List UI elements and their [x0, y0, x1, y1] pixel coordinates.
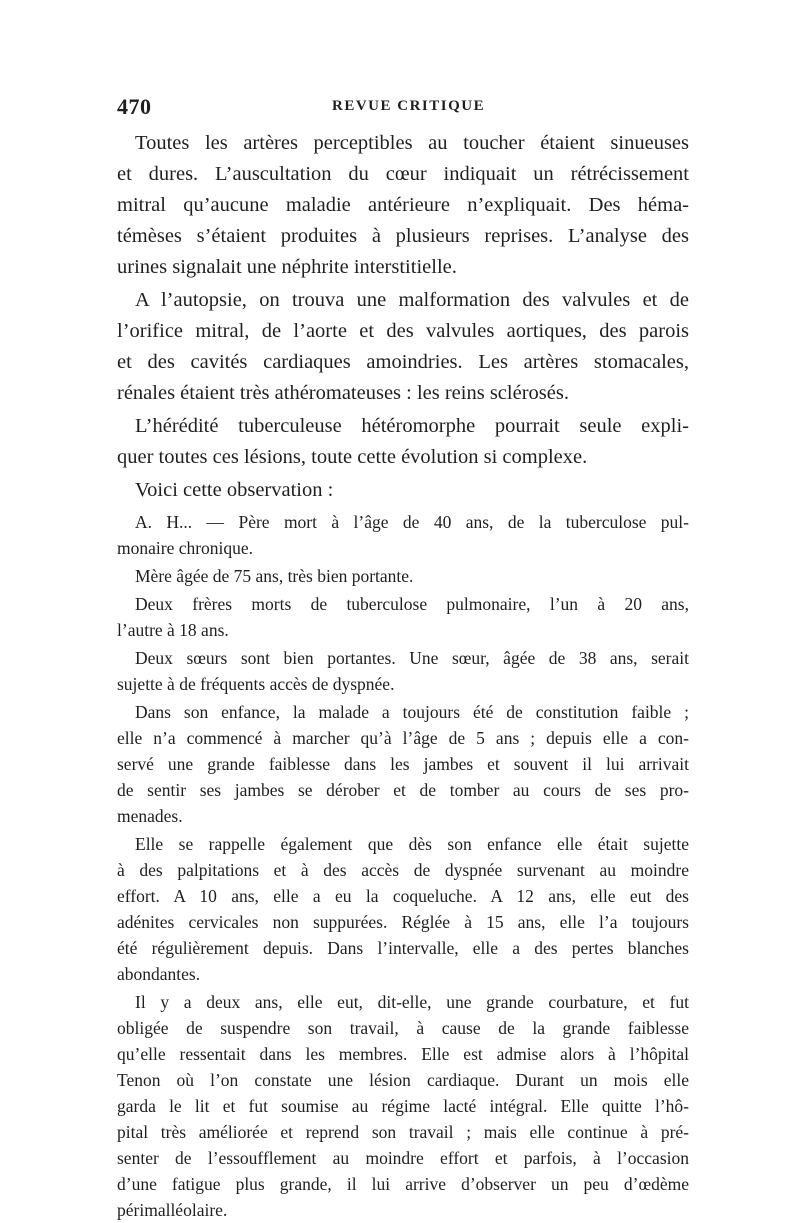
- text-line: senter de l’essoufflement au moindre effort et parfois, à l’occasion: [117, 1148, 689, 1168]
- text-line: sujette à de fréquents accès de dyspnée.: [117, 674, 395, 694]
- text-line: Voici cette observation :: [135, 479, 334, 501]
- text-line: Deux frères morts de tuberculose pulmonaire, l’un à 20 ans,: [135, 594, 689, 614]
- text-line: obligée de suspendre son travail, à cause de la grande faiblesse: [117, 1018, 689, 1038]
- text-line: mitral qu’aucune maladie antérieure n’expliquait. Des héma-: [117, 194, 689, 216]
- text-line: à des palpitations et à des accès de dyspnée survenant au moindre: [117, 860, 689, 880]
- observation-paragraph: [117, 645, 689, 697]
- text-line: Mère âgée de 75 ans, très bien portante.: [135, 566, 414, 586]
- page-header: [117, 94, 689, 124]
- text-line: effort. A 10 ans, elle a eu la coqueluche. A 12 ans, elle eut des: [117, 886, 689, 906]
- text-line: Elle se rappelle également que dès son enfance elle était sujette: [135, 834, 689, 854]
- observation-paragraph: [117, 563, 689, 589]
- text-line: et des cavités cardiaques amoindries. Les artères stomacales,: [117, 351, 689, 373]
- text-line: qu’elle ressentait dans les membres. Elle est admise alors à l’hôpital: [117, 1044, 689, 1064]
- text-line: Dans son enfance, la malade a toujours été de constitution faible ;: [135, 702, 689, 722]
- text-line: servé une grande faiblesse dans les jambes et souvent il lui arrivait: [117, 754, 689, 774]
- text-line: de sentir ses jambes se dérober et de tomber au cours de ses pro-: [117, 780, 689, 800]
- text-line: L’hérédité tuberculeuse hétéromorphe pourrait seule expli-: [135, 415, 689, 437]
- text-line: l’autre à 18 ans.: [117, 620, 229, 640]
- observation-paragraph: [117, 699, 689, 829]
- main-paragraph: [117, 128, 689, 283]
- text-line: Il y a deux ans, elle eut, dit-elle, une grande courbature, et fut: [135, 992, 689, 1012]
- observation-text: [117, 509, 689, 1223]
- text-line: et dures. L’auscultation du cœur indiquait un rétrécissement: [117, 163, 689, 185]
- text-line: adénites cervicales non suppurées. Réglée à 15 ans, elle l’a toujours: [117, 912, 689, 932]
- observation-paragraph: [117, 831, 689, 987]
- text-line: d’une fatigue plus grande, il lui arrive d’observer un peu d’œdème: [117, 1174, 689, 1194]
- text-line: Deux sœurs sont bien portantes. Une sœur, âgée de 38 ans, serait: [135, 648, 689, 668]
- text-line: Tenon où l’on constate une lésion cardiaque. Durant un mois elle: [117, 1070, 689, 1090]
- text-line: A. H... — Père mort à l’âge de 40 ans, de la tuberculose pul-: [135, 512, 689, 532]
- observation-paragraph: [117, 509, 689, 561]
- text-line: Toutes les artères perceptibles au toucher étaient sinueuses: [135, 132, 689, 154]
- main-paragraph: [117, 475, 689, 506]
- running-title: REVUE CRITIQUE: [332, 98, 486, 114]
- text-line: monaire chronique.: [117, 538, 254, 558]
- text-line: pital très améliorée et reprend son travail ; mais elle continue à pré-: [117, 1122, 689, 1142]
- main-paragraph: [117, 285, 689, 409]
- text-line: périmalléolaire.: [117, 1200, 228, 1220]
- main-text: [117, 128, 689, 506]
- text-line: menades.: [117, 806, 183, 826]
- text-line: témèses s’étaient produites à plusieurs reprises. L’analyse des: [117, 225, 689, 247]
- text-line: urines signalait une néphrite interstitielle.: [117, 256, 457, 278]
- text-line: elle n’a commencé à marcher qu’à l’âge de 5 ans ; depuis elle a con-: [117, 728, 689, 748]
- text-line: abondantes.: [117, 964, 201, 984]
- body-text: [117, 128, 689, 1223]
- text-line: été régulièrement depuis. Dans l’intervalle, elle a des pertes blanches: [117, 938, 689, 958]
- text-line: l’orifice mitral, de l’aorte et des valvules aortiques, des parois: [117, 320, 689, 342]
- main-paragraph: [117, 411, 689, 473]
- page-number: 470: [117, 94, 152, 119]
- text-line: quer toutes ces lésions, toute cette évolution si complexe.: [117, 446, 588, 468]
- text-line: rénales étaient très athéromateuses : les reins sclérosés.: [117, 382, 569, 404]
- observation-paragraph: [117, 989, 689, 1223]
- text-line: A l’autopsie, on trouva une malformation des valvules et de: [135, 289, 689, 311]
- text-line: garda le lit et fut soumise au régime lacté intégral. Elle quitte l’hô-: [117, 1096, 689, 1116]
- observation-paragraph: [117, 591, 689, 643]
